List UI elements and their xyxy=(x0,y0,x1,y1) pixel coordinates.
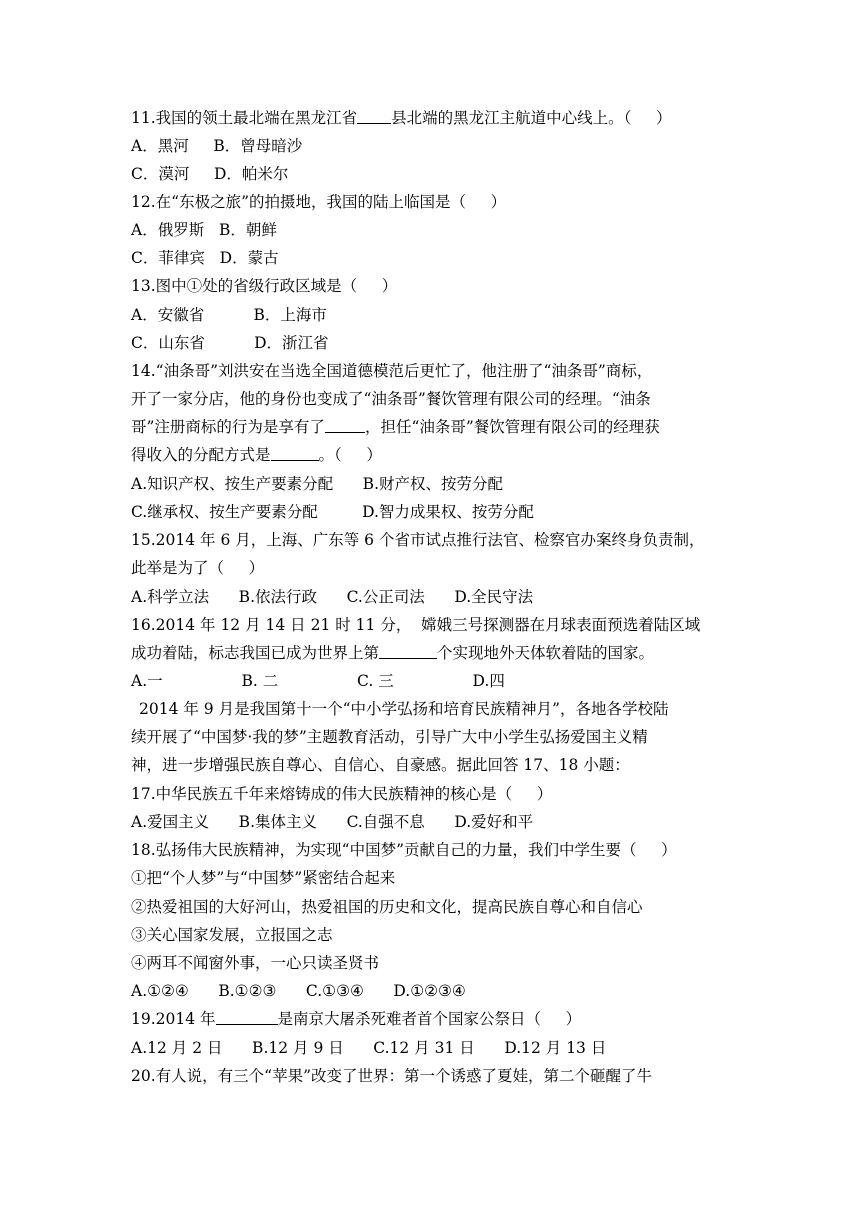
answer-blank xyxy=(325,417,365,433)
passage-line3: 神，进一步增强民族自尊心、自信心、自豪感。据此回答 17、18 小题： xyxy=(131,756,630,774)
q15-stem-line1: 15.2014 年 6 月，上海、广东等 6 个省市试点推行法官、检察官办案终身负责制， xyxy=(131,531,705,549)
passage-line1: 2014 年 9 月是我国第十一个“中小学弘扬和培育民族精神月”，各地各学校陆 xyxy=(139,700,669,718)
q18-options: A.①②④ B.①②③ C.①③④ D.①②③④ xyxy=(131,982,466,1000)
answer-blank xyxy=(271,445,319,461)
q15-stem-line2: 此举是为了（ ） xyxy=(131,559,265,577)
q15-options: A.科学立法 B.依法行政 C.公正司法 D.全民守法 xyxy=(131,588,534,606)
q11-options-ab: A．黑河 B．曾母暗沙 xyxy=(131,137,303,155)
answer-blank xyxy=(379,643,437,659)
q18-item-3: ③关心国家发展，立报国之志 xyxy=(131,926,333,944)
q13-options-cd: C．山东省 D．浙江省 xyxy=(131,334,329,352)
q14-options-cd: C.继承权、按生产要素分配 D.智力成果权、按劳分配 xyxy=(131,503,534,521)
q12-options-ab: A．俄罗斯 B．朝鲜 xyxy=(131,221,277,239)
q18-item-2: ②热爱祖国的大好河山，热爱祖国的历史和文化，提高民族自尊心和自信心 xyxy=(131,898,643,916)
q16-stem-line2: 成功着陆，标志我国已成为世界上第 个实现地外天体软着陆的国家。 xyxy=(131,644,655,662)
q12-options-cd: C．菲律宾 D．蒙古 xyxy=(131,249,279,267)
q14-options-ab: A.知识产权、按生产要素分配 B.财产权、按劳分配 xyxy=(131,475,504,493)
q14-stem-line4: 得收入的分配方式是 。（ ） xyxy=(131,446,382,464)
q18-stem: 18.弘扬伟大民族精神，为实现“中国梦”贡献自己的力量，我们中学生要（ ） xyxy=(131,841,677,859)
q12-stem: 12.在“东极之旅”的拍摄地，我国的陆上临国是（ ） xyxy=(131,193,507,211)
q16-stem-line1: 16.2014 年 12 月 14 日 21 时 11 分， 嫦娥三号探测器在月球表面预选着陆区域 xyxy=(131,616,701,634)
q11-options-cd: C．漠河 D．帕米尔 xyxy=(131,165,289,183)
q14-stem-line2: 开了一家分店，他的身份也变成了“油条哥”餐饮管理有限公司的经理。“油条 xyxy=(131,390,651,408)
q16-options: A.一 B. 二 C. 三 D.四 xyxy=(131,672,505,690)
q18-item-1: ①把“个人梦”与“中国梦”紧密结合起来 xyxy=(131,869,396,887)
q17-options: A.爱国主义 B.集体主义 C.自强不息 D.爱好和平 xyxy=(131,813,534,831)
answer-blank xyxy=(357,108,391,124)
q19-stem: 19.2014 年 是南京大屠杀死难者首个国家公祭日（ ） xyxy=(131,1010,582,1028)
q14-stem-line3: 哥”注册商标的行为是享有了 ，担任“油条哥”餐饮管理有限公司的经理获 xyxy=(131,418,660,436)
q13-options-ab: A．安徽省 B．上海市 xyxy=(131,306,327,324)
q17-stem: 17.中华民族五千年来熔铸成的伟大民族精神的核心是（ ） xyxy=(131,785,553,803)
passage-line2: 续开展了“中国梦·我的梦”主题教育活动，引导广大中小学生弘扬爱国主义精 xyxy=(131,728,648,746)
q13-stem: 13.图中①处的省级行政区域是（ ） xyxy=(131,277,398,295)
q19-options: A.12 月 2 日 B.12 月 9 日 C.12 月 31 日 D.12 月 13 日 xyxy=(131,1039,607,1057)
q18-item-4: ④两耳不闻窗外事，一心只读圣贤书 xyxy=(131,954,380,972)
q14-stem-line1: 14.“油条哥”刘洪安在当选全国道德模范后更忙了，他注册了“油条哥”商标， xyxy=(131,362,653,380)
q11-stem: 11.我国的领土最北端在黑龙江省 县北端的黑龙江主航道中心线上。（ ） xyxy=(131,109,672,127)
q20-stem: 20.有人说，有三个“苹果”改变了世界：第一个诱惑了夏娃，第二个砸醒了牛 xyxy=(131,1067,653,1085)
answer-blank xyxy=(216,1009,278,1025)
